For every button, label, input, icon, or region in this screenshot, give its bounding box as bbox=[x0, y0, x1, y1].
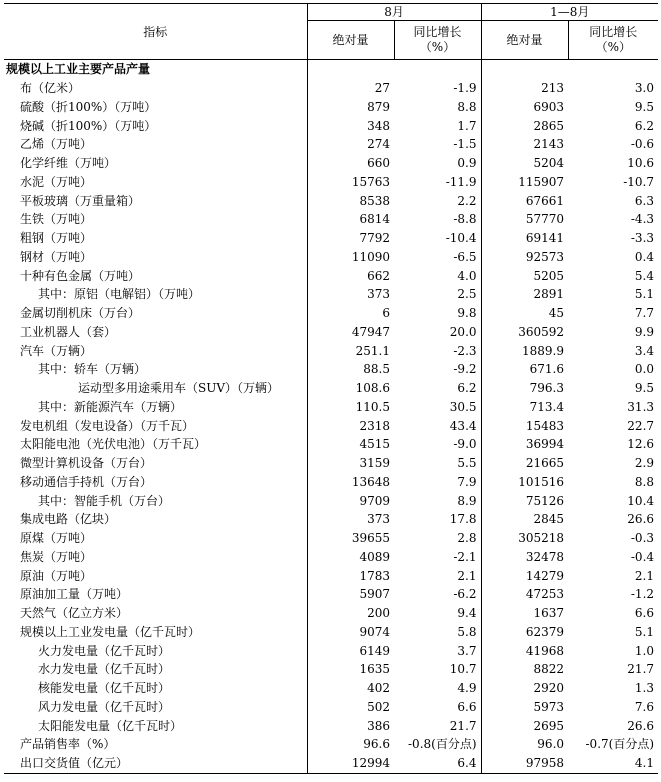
row-label: 太阳能电池（光伏电池）（万千瓦） bbox=[20, 437, 207, 452]
august-absolute: 4515 bbox=[307, 435, 394, 454]
period-header-jan-aug: 1—8月 bbox=[481, 4, 658, 21]
table-row bbox=[4, 491, 658, 510]
august-growth: 17.8 bbox=[449, 512, 477, 527]
row-label: 出口交货值（亿元） bbox=[4, 754, 307, 773]
row-label: 发电机组（发电设备）（万千瓦） bbox=[20, 418, 195, 433]
row-label: 钢材（万吨） bbox=[20, 249, 93, 264]
table-body bbox=[4, 60, 658, 774]
ytd-growth: 26.6 bbox=[627, 512, 655, 527]
august-growth: 8.9 bbox=[457, 493, 477, 508]
ytd-absolute: 32478 bbox=[481, 548, 568, 567]
ytd-absolute: 796.3 bbox=[481, 379, 568, 398]
ytd-absolute: 47253 bbox=[481, 585, 568, 604]
ytd-growth: 7.6 bbox=[634, 699, 655, 714]
august-absolute: 9074 bbox=[307, 623, 394, 642]
ytd-growth: 5.1 bbox=[634, 624, 655, 639]
ytd-absolute: 2891 bbox=[481, 285, 568, 304]
ytd-growth: 10.4 bbox=[627, 493, 655, 508]
august-growth: 5.8 bbox=[457, 624, 477, 639]
august-absolute: 8538 bbox=[307, 191, 394, 210]
row-label: 原煤（万吨） bbox=[20, 531, 93, 546]
row-label: 风力发电量（亿千瓦时） bbox=[38, 699, 171, 714]
august-absolute: 200 bbox=[307, 604, 394, 623]
august-growth: -6.2 bbox=[453, 587, 477, 602]
ytd-absolute: 671.6 bbox=[481, 360, 568, 379]
ytd-growth: 31.3 bbox=[627, 399, 655, 414]
table-row bbox=[4, 660, 658, 679]
august-absolute: 4089 bbox=[307, 548, 394, 567]
august-growth: 43.4 bbox=[449, 418, 477, 433]
ytd-growth: 9.5 bbox=[634, 99, 655, 114]
row-label: 移动通信手持机（万台） bbox=[20, 474, 153, 489]
august-absolute: 13648 bbox=[307, 473, 394, 492]
row-label: 平板玻璃（万重量箱） bbox=[20, 193, 141, 208]
ytd-growth: 2.9 bbox=[634, 456, 655, 471]
august-absolute: 27 bbox=[307, 79, 394, 98]
ytd-growth: -0.7(百分点) bbox=[585, 737, 655, 752]
august-absolute: 348 bbox=[307, 116, 394, 135]
ytd-absolute: 5204 bbox=[481, 154, 568, 173]
table-row bbox=[4, 566, 658, 585]
august-absolute: 15763 bbox=[307, 173, 394, 192]
table-row bbox=[4, 679, 658, 698]
august-absolute: 110.5 bbox=[307, 398, 394, 417]
row-label: 原油（万吨） bbox=[20, 568, 93, 583]
august-absolute: 662 bbox=[307, 266, 394, 285]
row-label: 水力发电量（亿千瓦时） bbox=[38, 662, 171, 677]
ytd-absolute: 2845 bbox=[481, 510, 568, 529]
ytd-absolute: 115907 bbox=[481, 173, 568, 192]
table-row bbox=[4, 79, 658, 98]
ytd-absolute: 6903 bbox=[481, 98, 568, 117]
table-row bbox=[4, 210, 658, 229]
august-absolute: 6149 bbox=[307, 641, 394, 660]
august-growth: 2.8 bbox=[457, 531, 477, 546]
august-absolute: 7792 bbox=[307, 229, 394, 248]
period-header-august: 8月 bbox=[307, 4, 481, 21]
ytd-absolute: 2695 bbox=[481, 716, 568, 735]
august-absolute: 879 bbox=[307, 98, 394, 117]
row-label: 乙烯（万吨） bbox=[20, 137, 93, 152]
august-growth: 30.5 bbox=[449, 399, 477, 414]
august-growth: 8.8 bbox=[457, 99, 477, 114]
ytd-absolute: 213 bbox=[481, 79, 568, 98]
ytd-growth: 10.6 bbox=[627, 156, 655, 171]
row-label: 生铁（万吨） bbox=[20, 212, 93, 227]
august-growth: -6.5 bbox=[453, 249, 477, 264]
table-row bbox=[4, 604, 658, 623]
ytd-absolute: 5205 bbox=[481, 266, 568, 285]
august-absolute: 1783 bbox=[307, 566, 394, 585]
ytd-growth: 6.3 bbox=[634, 193, 655, 208]
august-growth: 2.5 bbox=[457, 287, 477, 302]
section-title: 规模以上工业主要产品产量 bbox=[6, 62, 151, 77]
august-growth: -2.1 bbox=[453, 549, 477, 564]
august-growth: -9.2 bbox=[453, 362, 477, 377]
table-row bbox=[4, 116, 658, 135]
ytd-absolute: 2143 bbox=[481, 135, 568, 154]
table-row bbox=[4, 416, 658, 435]
ytd-absolute: 45 bbox=[481, 304, 568, 323]
row-label: 其中：新能源汽车（万辆） bbox=[38, 399, 183, 414]
row-label: 太阳能发电量（亿千瓦时） bbox=[38, 718, 183, 733]
ytd-absolute: 101516 bbox=[481, 473, 568, 492]
table-row bbox=[4, 716, 658, 735]
row-label: 化学纤维（万吨） bbox=[20, 156, 117, 171]
ytd-growth: 21.7 bbox=[627, 662, 655, 677]
ytd-growth: 9.9 bbox=[634, 324, 655, 339]
row-label: 工业机器人（套） bbox=[20, 324, 117, 339]
ytd-absolute: 96.0 bbox=[481, 735, 568, 754]
row-label: 其中：轿车（万辆） bbox=[38, 362, 147, 377]
ytd-growth: -10.7 bbox=[623, 174, 655, 189]
row-label: 粗钢（万吨） bbox=[20, 231, 93, 246]
ytd-absolute: 1637 bbox=[481, 604, 568, 623]
august-growth: -1.9 bbox=[453, 81, 477, 96]
august-growth: 5.5 bbox=[457, 456, 477, 471]
august-absolute: 6814 bbox=[307, 210, 394, 229]
august-growth: -2.3 bbox=[453, 343, 477, 358]
ytd-growth: 12.6 bbox=[627, 437, 655, 452]
table-row bbox=[4, 229, 658, 248]
august-growth: 6.6 bbox=[457, 699, 477, 714]
empty-cell bbox=[568, 60, 658, 79]
row-label: 原油加工量（万吨） bbox=[20, 587, 129, 602]
ytd-growth: 0.0 bbox=[634, 362, 655, 377]
row-label: 金属切削机床（万台） bbox=[20, 306, 141, 321]
growth-header-2-line2: （%） bbox=[595, 40, 631, 54]
ytd-absolute: 97958 bbox=[481, 754, 568, 773]
august-growth: 6.2 bbox=[457, 381, 477, 396]
ytd-growth: 5.1 bbox=[634, 287, 655, 302]
august-absolute: 12994 bbox=[307, 754, 394, 773]
august-absolute: 9709 bbox=[307, 491, 394, 510]
table-row bbox=[4, 266, 658, 285]
ytd-absolute: 69141 bbox=[481, 229, 568, 248]
ytd-growth: -0.3 bbox=[630, 531, 655, 546]
august-absolute: 373 bbox=[307, 285, 394, 304]
ytd-absolute: 305218 bbox=[481, 529, 568, 548]
table-row bbox=[4, 341, 658, 360]
august-growth: -10.4 bbox=[445, 231, 477, 246]
industrial-output-table bbox=[4, 3, 658, 774]
august-growth: 0.9 bbox=[457, 156, 477, 171]
august-growth: 4.0 bbox=[457, 268, 477, 283]
august-absolute: 11090 bbox=[307, 248, 394, 267]
table-row bbox=[4, 248, 658, 267]
table-row bbox=[4, 173, 658, 192]
ytd-growth: 6.6 bbox=[634, 606, 655, 621]
august-absolute: 1635 bbox=[307, 660, 394, 679]
august-growth: 7.9 bbox=[457, 474, 477, 489]
august-absolute: 660 bbox=[307, 154, 394, 173]
row-label: 规模以上工业发电量（亿千瓦时） bbox=[20, 624, 201, 639]
row-label: 硫酸（折100%）（万吨） bbox=[20, 99, 157, 114]
ytd-absolute: 2920 bbox=[481, 679, 568, 698]
august-growth: 3.7 bbox=[457, 643, 477, 658]
table-row bbox=[4, 154, 658, 173]
august-growth: 21.7 bbox=[449, 718, 477, 733]
august-absolute: 402 bbox=[307, 679, 394, 698]
indicator-header: 指标 bbox=[4, 4, 307, 60]
august-growth: 2.2 bbox=[457, 193, 477, 208]
row-label: 布（亿米） bbox=[20, 81, 81, 96]
ytd-growth: 1.3 bbox=[634, 681, 655, 696]
ytd-growth: 1.0 bbox=[634, 643, 655, 658]
ytd-growth: 9.5 bbox=[634, 381, 655, 396]
table-row bbox=[4, 285, 658, 304]
august-growth: 9.4 bbox=[457, 606, 477, 621]
ytd-absolute: 62379 bbox=[481, 623, 568, 642]
row-label: 十种有色金属（万吨） bbox=[20, 268, 141, 283]
ytd-growth: 3.4 bbox=[634, 343, 655, 358]
row-label: 烧碱（折100%）（万吨） bbox=[20, 118, 157, 133]
table-row bbox=[4, 304, 658, 323]
ytd-growth: 3.0 bbox=[634, 81, 655, 96]
table-row bbox=[4, 98, 658, 117]
section-row bbox=[4, 60, 658, 79]
august-growth: -8.8 bbox=[453, 212, 477, 227]
ytd-absolute: 75126 bbox=[481, 491, 568, 510]
growth-header-1-line2: （%） bbox=[419, 40, 456, 54]
august-growth: -1.5 bbox=[453, 137, 477, 152]
table-row bbox=[4, 548, 658, 567]
august-absolute: 2318 bbox=[307, 416, 394, 435]
august-absolute: 502 bbox=[307, 698, 394, 717]
ytd-absolute: 21665 bbox=[481, 454, 568, 473]
august-growth: 1.7 bbox=[457, 118, 477, 133]
august-absolute: 386 bbox=[307, 716, 394, 735]
ytd-absolute: 41968 bbox=[481, 641, 568, 660]
table-row bbox=[4, 191, 658, 210]
ytd-growth: 2.1 bbox=[634, 568, 655, 583]
row-label: 核能发电量（亿千瓦时） bbox=[38, 681, 171, 696]
august-growth: 10.7 bbox=[449, 662, 477, 677]
table-row bbox=[4, 510, 658, 529]
august-absolute: 108.6 bbox=[307, 379, 394, 398]
august-growth: 9.8 bbox=[457, 306, 477, 321]
august-absolute: 5907 bbox=[307, 585, 394, 604]
growth-header-1 bbox=[394, 21, 481, 60]
ytd-growth: 6.2 bbox=[634, 118, 655, 133]
table-row bbox=[4, 323, 658, 342]
absolute-header-1: 绝对量 bbox=[307, 21, 394, 60]
ytd-growth: 0.4 bbox=[634, 249, 655, 264]
table-row bbox=[4, 754, 658, 773]
ytd-growth: 26.6 bbox=[627, 718, 655, 733]
august-absolute: 88.5 bbox=[307, 360, 394, 379]
row-label: 火力发电量（亿千瓦时） bbox=[38, 643, 171, 658]
ytd-growth: -3.3 bbox=[630, 231, 655, 246]
table-row bbox=[4, 473, 658, 492]
statistics-table-container bbox=[4, 3, 658, 774]
row-label: 水泥（万吨） bbox=[20, 174, 93, 189]
august-absolute: 6 bbox=[307, 304, 394, 323]
august-growth: 6.4 bbox=[394, 754, 481, 773]
ytd-growth: 4.1 bbox=[568, 754, 658, 773]
table-row bbox=[4, 379, 658, 398]
table-row bbox=[4, 454, 658, 473]
table-row bbox=[4, 435, 658, 454]
ytd-absolute: 1889.9 bbox=[481, 341, 568, 360]
table-row bbox=[4, 529, 658, 548]
table-row bbox=[4, 641, 658, 660]
empty-cell bbox=[307, 60, 394, 79]
row-label: 其中：原铝（电解铝）（万吨） bbox=[38, 287, 201, 302]
august-absolute: 47947 bbox=[307, 323, 394, 342]
august-growth: 2.1 bbox=[457, 568, 477, 583]
ytd-absolute: 713.4 bbox=[481, 398, 568, 417]
growth-header-2 bbox=[568, 21, 658, 60]
table-row bbox=[4, 135, 658, 154]
ytd-absolute: 360592 bbox=[481, 323, 568, 342]
ytd-absolute: 57770 bbox=[481, 210, 568, 229]
absolute-header-2: 绝对量 bbox=[481, 21, 568, 60]
august-growth: 20.0 bbox=[449, 324, 477, 339]
growth-header-1-line1: 同比增长 bbox=[413, 25, 462, 39]
growth-header-2-line1: 同比增长 bbox=[589, 25, 638, 39]
ytd-absolute: 2865 bbox=[481, 116, 568, 135]
row-label: 运动型多用途乘用车（SUV）（万辆） bbox=[78, 381, 280, 396]
ytd-absolute: 36994 bbox=[481, 435, 568, 454]
table-row bbox=[4, 623, 658, 642]
empty-cell bbox=[394, 60, 481, 79]
august-growth: -11.9 bbox=[445, 174, 477, 189]
table-row bbox=[4, 360, 658, 379]
ytd-growth: -0.6 bbox=[630, 137, 655, 152]
row-label: 汽车（万辆） bbox=[20, 343, 93, 358]
august-absolute: 274 bbox=[307, 135, 394, 154]
august-absolute: 373 bbox=[307, 510, 394, 529]
august-growth: -0.8(百分点) bbox=[408, 737, 477, 752]
august-growth: 4.9 bbox=[457, 681, 477, 696]
row-label: 焦炭（万吨） bbox=[20, 549, 93, 564]
ytd-growth: -1.2 bbox=[630, 587, 655, 602]
ytd-growth: 22.7 bbox=[627, 418, 655, 433]
ytd-absolute: 14279 bbox=[481, 566, 568, 585]
table-row bbox=[4, 735, 658, 754]
empty-cell bbox=[481, 60, 568, 79]
ytd-growth: 5.4 bbox=[634, 268, 655, 283]
august-absolute: 3159 bbox=[307, 454, 394, 473]
row-label: 其中：智能手机（万台） bbox=[38, 493, 171, 508]
ytd-growth: 8.8 bbox=[634, 474, 655, 489]
august-absolute: 39655 bbox=[307, 529, 394, 548]
ytd-absolute: 5973 bbox=[481, 698, 568, 717]
ytd-absolute: 92573 bbox=[481, 248, 568, 267]
ytd-absolute: 67661 bbox=[481, 191, 568, 210]
ytd-growth: 7.7 bbox=[634, 306, 655, 321]
ytd-absolute: 8822 bbox=[481, 660, 568, 679]
august-absolute: 251.1 bbox=[307, 341, 394, 360]
august-absolute: 96.6 bbox=[307, 735, 394, 754]
row-label: 集成电路（亿块） bbox=[20, 512, 117, 527]
row-label: 产品销售率（%） bbox=[20, 737, 116, 752]
table-row bbox=[4, 398, 658, 417]
table-row bbox=[4, 698, 658, 717]
table-row bbox=[4, 585, 658, 604]
table-header bbox=[4, 4, 658, 60]
ytd-absolute: 15483 bbox=[481, 416, 568, 435]
ytd-growth: -0.4 bbox=[630, 549, 655, 564]
row-label: 天然气（亿立方米） bbox=[20, 606, 129, 621]
ytd-growth: -4.3 bbox=[630, 212, 655, 227]
row-label: 微型计算机设备（万台） bbox=[20, 456, 153, 471]
august-growth: -9.0 bbox=[453, 437, 477, 452]
